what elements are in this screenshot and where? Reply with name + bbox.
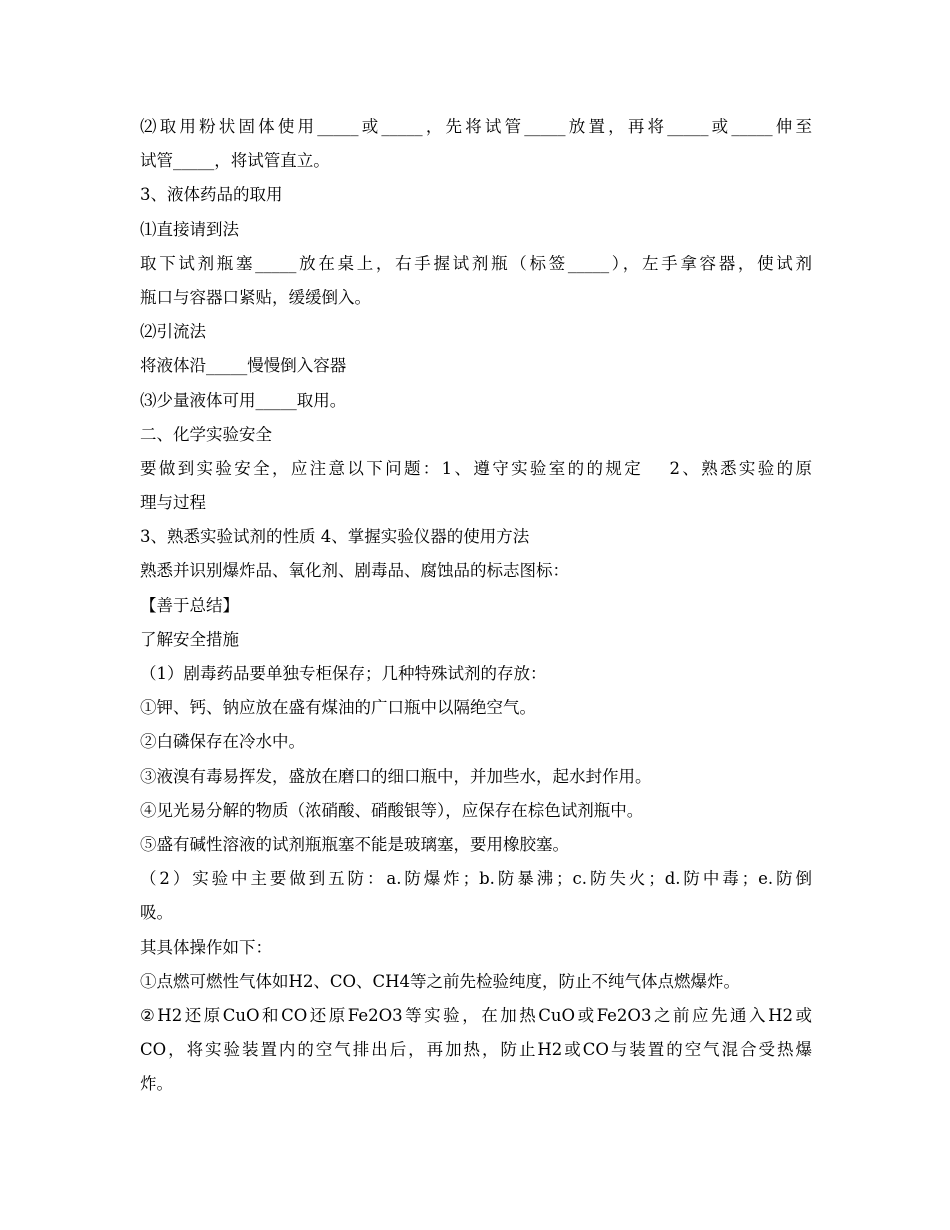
list-item: （2）实验中主要做到五防：a.防爆炸；b.防暴沸；c.防失火；d.防中毒；e.防倒 [140, 869, 812, 889]
list-item: （1）剧毒药品要单独专柜保存；几种特殊试剂的存放： [140, 664, 547, 683]
text-line: 吸。 [140, 903, 173, 923]
text-line: 理与过程 [140, 493, 206, 513]
text-line: 要做到实验安全，应注意以下问题：1、遵守实验室的的规定 2、熟悉实验的原 [140, 458, 812, 478]
text-line: ⑶少量液体可用_____取用。 [140, 390, 347, 410]
section-heading: 二、化学实验安全 [140, 424, 272, 444]
text-line: 其具体操作如下： [140, 937, 272, 957]
text-line: 熟悉并识别爆炸品、氧化剂、剧毒品、腐蚀品的标志图标： [140, 561, 569, 581]
text-line: ⑵取用粉状固体使用_____或_____，先将试管_____放置，再将_____或_____伸至 [140, 117, 812, 136]
list-item: ②白磷保存在冷水中。 [140, 732, 305, 752]
subsection-heading: ⑵引流法 [140, 322, 206, 342]
list-item: ④见光易分解的物质（浓硝酸、硝酸银等），应保存在棕色试剂瓶中。 [140, 800, 644, 820]
section-heading: 3、液体药品的取用 [140, 185, 283, 205]
text-line: 了解安全措施 [140, 629, 239, 649]
list-item: ①钾、钙、钠应放在盛有煤油的广口瓶中以隔绝空气。 [140, 698, 536, 718]
text-line: 取下试剂瓶塞_____放在桌上，右手握试剂瓶（标签_____），左手拿容器，使试剂 [140, 253, 812, 273]
text-line: 将液体沿_____慢慢倒入容器 [140, 356, 347, 376]
list-item: ①点燃可燃性气体如H2、CO、CH4等之前先检验纯度，防止不纯气体点燃爆炸。 [140, 971, 741, 991]
subsection-heading: ⑴直接请到法 [140, 219, 239, 239]
text-line: 3、熟悉实验试剂的性质 4、掌握实验仪器的使用方法 [140, 527, 530, 547]
text-line: 瓶口与容器口紧贴，缓缓倒入。 [140, 287, 371, 307]
document-body [140, 110, 812, 1101]
text-line: 炸。 [140, 1074, 173, 1094]
text-line: 试管_____，将试管直立。 [140, 151, 330, 171]
list-item: ③液溴有毒易挥发，盛放在磨口的细口瓶中，并加些水，起水封作用。 [140, 766, 652, 786]
list-item: ⑤盛有碱性溶液的试剂瓶瓶塞不能是玻璃塞，要用橡胶塞。 [140, 834, 569, 854]
summary-heading: 【善于总结】 [140, 595, 239, 615]
text-line: CO，将实验装置内的空气排出后，再加热，防止H2或CO与装置的空气混合受热爆 [140, 1040, 812, 1060]
list-item: ②H2还原CuO和CO还原Fe2O3等实验，在加热CuO或Fe2O3之前应先通入H2或 [140, 1005, 812, 1025]
